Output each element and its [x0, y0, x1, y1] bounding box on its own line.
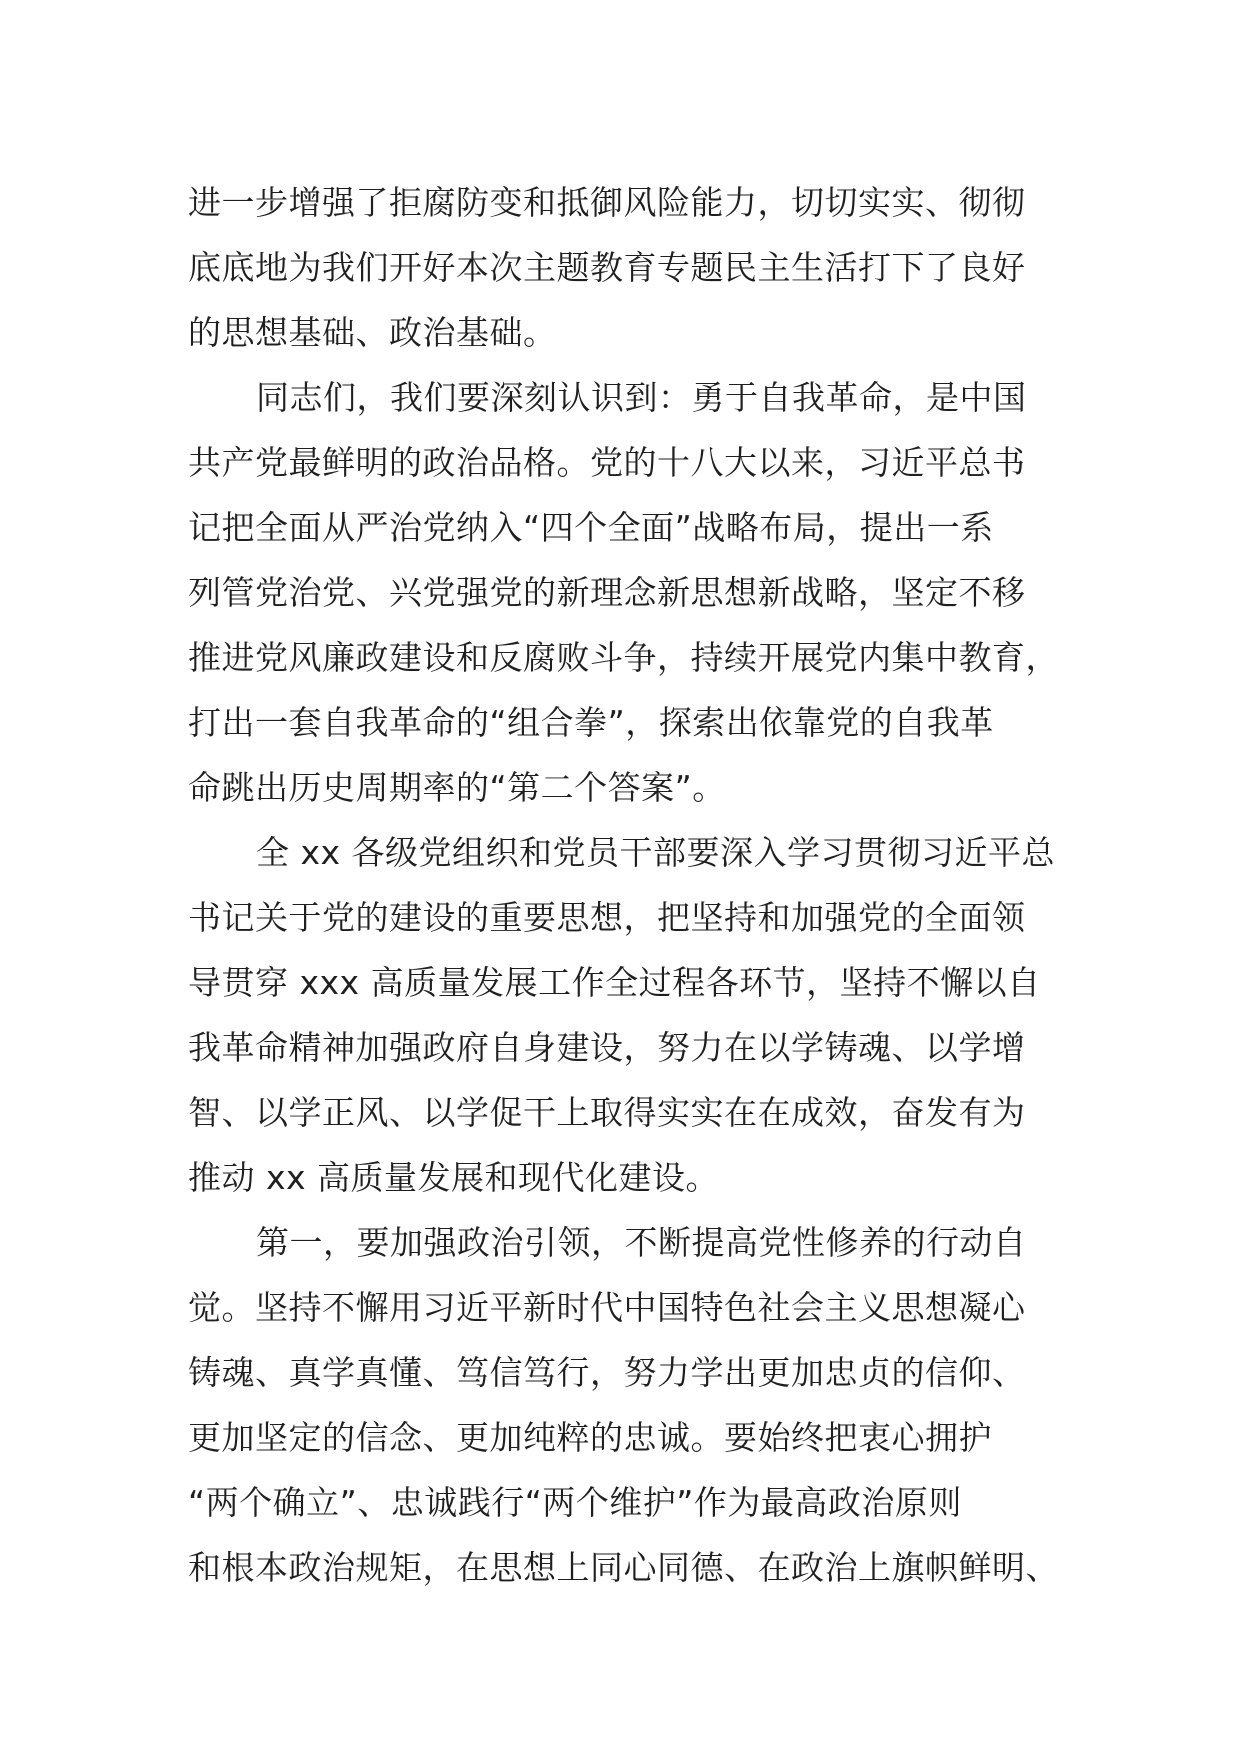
paragraph-4 — [188, 1210, 1058, 1600]
text-line: 记把全面从严治党纳入“四个全面”战略布局，提出一系 — [188, 508, 994, 547]
text-line: 全 xx 各级党组织和党员干部要深入学习贯彻习近平总 — [256, 833, 1056, 872]
text-line: 同志们，我们要深刻认识到：勇于自我革命，是中国 — [256, 378, 1027, 417]
text-line: 列管党治党、兴党强党的新理念新思想新战略，坚定不移 — [188, 573, 1026, 612]
text-line: 共产党最鲜明的政治品格。党的十八大以来，习近平总书 — [188, 443, 1026, 482]
text-line: 导贯穿 xxx 高质量发展工作全过程各环节，坚持不懈以自 — [188, 963, 1041, 1002]
paragraph-3 — [188, 820, 1058, 1210]
text-line: 推进党风廉政建设和反腐败斗争，持续开展党内集中教育， — [188, 638, 1059, 677]
text-line: 打出一套自我革命的“组合拳”，探索出依靠党的自我革 — [188, 703, 994, 742]
document-body — [188, 170, 1058, 1600]
text-line: 铸魂、真学真懂、笃信笃行，努力学出更加忠贞的信仰、 — [188, 1353, 1026, 1392]
paragraph-1 — [188, 170, 1058, 365]
text-line: 书记关于党的建设的重要思想，把坚持和加强党的全面领 — [188, 898, 1026, 937]
text-line: 和根本政治规矩，在思想上同心同德、在政治上旗帜鲜明、 — [188, 1548, 1059, 1587]
text-line: 推动 xx 高质量发展和现代化建设。 — [188, 1158, 720, 1197]
text-line: 更加坚定的信念、更加纯粹的忠诚。要始终把衷心拥护 — [188, 1418, 992, 1457]
text-line: 智、以学正风、以学促干上取得实实在在成效，奋发有为 — [188, 1093, 1026, 1132]
text-line: 觉。坚持不懈用习近平新时代中国特色社会主义思想凝心 — [188, 1288, 1026, 1327]
text-line: 命跳出历史周期率的“第二个答案”。 — [188, 768, 726, 807]
text-line: “两个确立”、忠诚践行“两个维护”作为最高政治原则 — [188, 1483, 962, 1522]
text-line: 第一，要加强政治引领，不断提高党性修养的行动自 — [256, 1223, 1027, 1262]
paragraph-2 — [188, 365, 1058, 820]
text-line: 进一步增强了拒腐防变和抵御风险能力，切切实实、彻彻 — [188, 183, 1026, 222]
text-line: 底底地为我们开好本次主题教育专题民主生活打下了良好 — [188, 248, 1026, 287]
text-line: 我革命精神加强政府自身建设，努力在以学铸魂、以学增 — [188, 1028, 1026, 1067]
text-line: 的思想基础、政治基础。 — [188, 313, 557, 352]
